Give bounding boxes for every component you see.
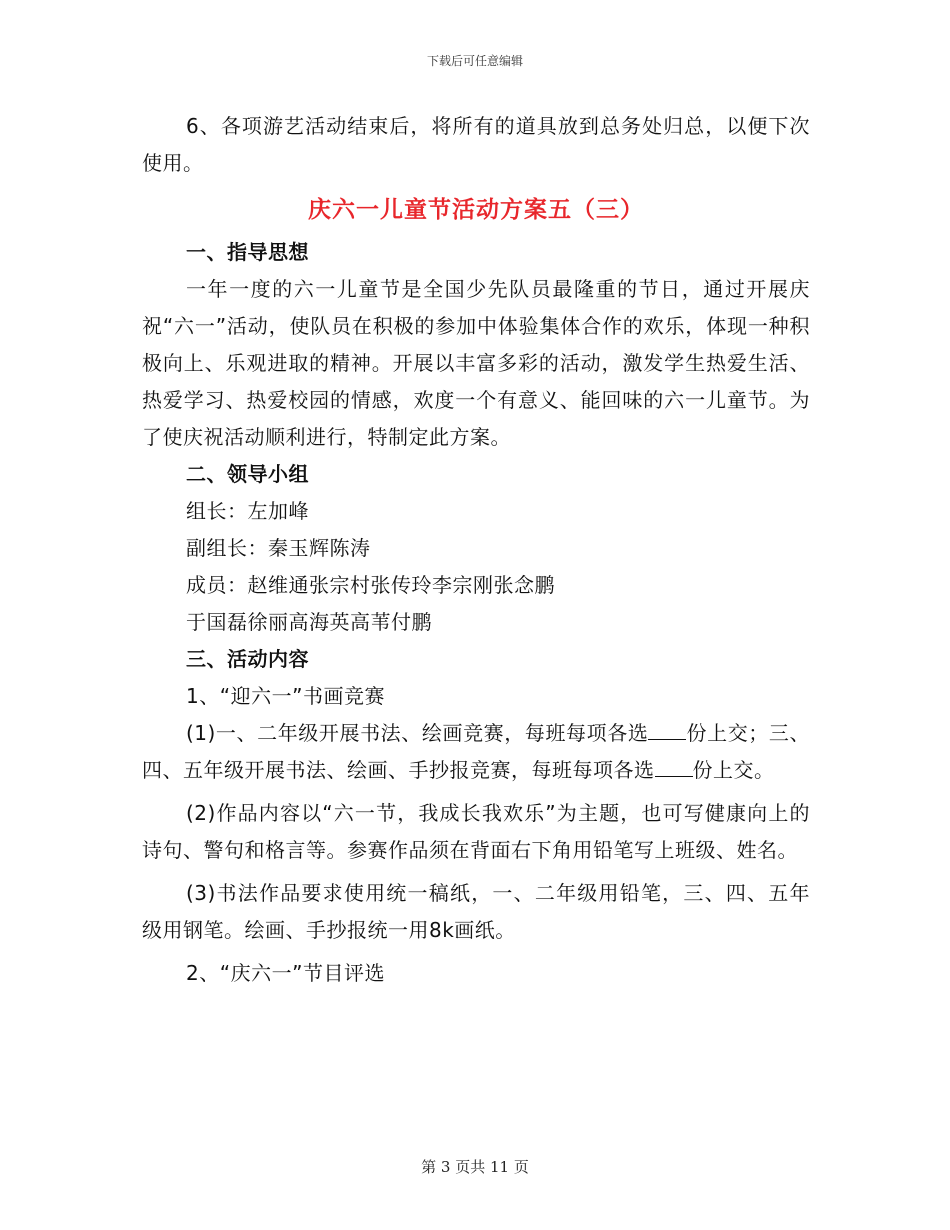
members-line-2: 于国磊徐丽高海英高苇付鹏 <box>186 610 432 634</box>
section-heading-2: 二、领导小组 <box>186 462 309 486</box>
page-header: 下载后可任意编辑 <box>426 54 523 68</box>
document-body <box>142 108 810 992</box>
item-1-p1-part-a: (1)一、二年级开展书法、绘画竞赛，每班每项各选 <box>186 721 649 745</box>
document-title: 庆六一儿童节活动方案五（三） <box>308 197 644 223</box>
members-line-1: 成员：赵维通张宗村张传玲李宗刚张念鹏 <box>186 573 555 597</box>
item-1-p1-part-b: 份上交；三、四、五年级开展书法、绘画、手抄报竞赛，每班每项各选 <box>142 721 810 782</box>
fill-blank-1 <box>648 721 686 740</box>
vice-leader-line: 副组长：秦玉辉陈涛 <box>186 536 371 560</box>
paragraph-previous: 6、各项游艺活动结束后，将所有的道具放到总务处归总，以便下次使用。 <box>142 114 810 175</box>
leader-line: 组长：左加峰 <box>186 499 309 523</box>
item-1-paragraph-2: (2)作品内容以“六一节，我成长我欢乐”为主题，也可写健康向上的诗句、警句和格言等。参赛作品须在背面右下角用铅笔写上班级、姓名。 <box>142 801 810 862</box>
section-heading-3: 三、活动内容 <box>186 647 309 671</box>
section-1-body: 一年一度的六一儿童节是全国少先队员最隆重的节日，通过开展庆祝“六一”活动，使队员在积极的参加中体验集体合作的欢乐，体现一种积极向上、乐观进取的精神。开展以丰富多彩的活动，激发学生热爱生活、热爱学习、热爱校园的情感，欢度一个有意义、能回味的六一儿童节。为了使庆祝活动顺利进行，特制定此方案。 <box>142 277 810 449</box>
fill-blank-2 <box>655 758 693 777</box>
item-1-p1-part-c: 份上交。 <box>692 758 775 782</box>
item-1-paragraph-3: (3)书法作品要求使用统一稿纸，一、二年级用铅笔，三、四、五年级用钢笔。绘画、手抄报统一用8k画纸。 <box>142 881 810 942</box>
item-1-paragraph-1 <box>142 715 810 789</box>
item-2-heading: 2、“庆六一”节目评选 <box>186 961 385 985</box>
page-footer: 第 3 页共 11 页 <box>421 1158 529 1176</box>
item-1-heading: 1、“迎六一”书画竞赛 <box>186 684 385 708</box>
section-heading-1: 一、指导思想 <box>186 240 309 264</box>
